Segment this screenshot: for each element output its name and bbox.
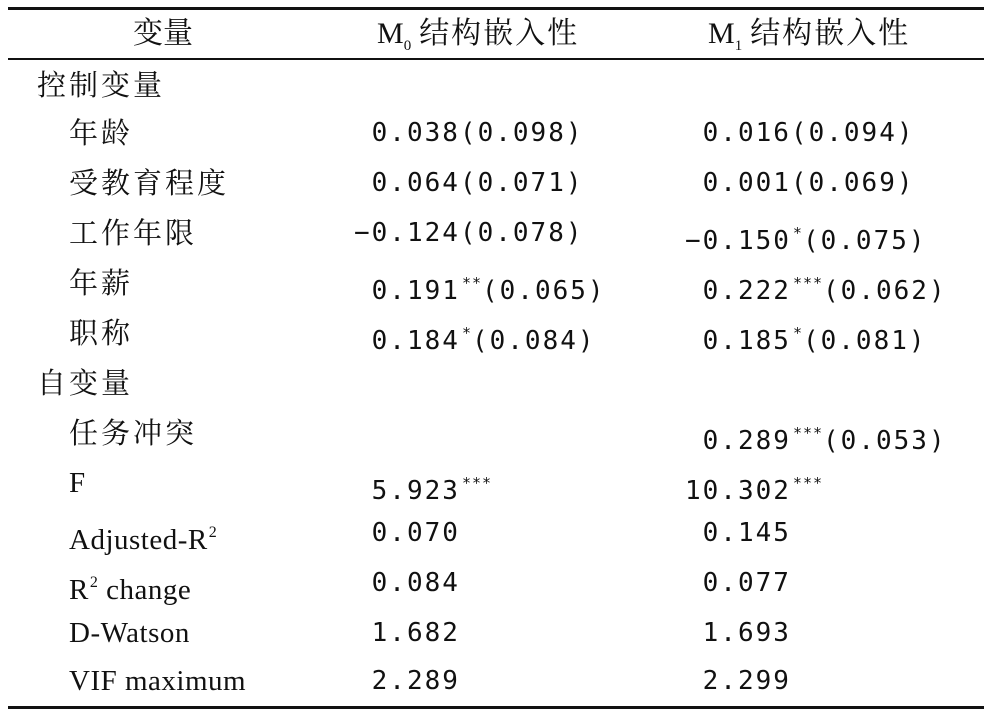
m0-value: 2.289 (371, 666, 460, 696)
table-row (0, 608, 992, 658)
row-label: 任务冲突 (69, 416, 198, 450)
m1-value: −0.150 (685, 226, 791, 256)
m0-value: 1.682 (371, 618, 460, 648)
m0-value: −0.124 (354, 218, 460, 248)
m1-cell (685, 508, 791, 558)
table-row (0, 656, 992, 706)
row-label-superscript: 2 (89, 574, 99, 591)
m0-value: 0.084 (371, 568, 460, 598)
header-m0-subscript: 0 (403, 38, 412, 54)
m1-value: 10.302 (685, 476, 791, 506)
row-label: 工作年限 (69, 216, 198, 250)
row-label: 职称 (69, 316, 134, 350)
m0-value: 0.191 (371, 276, 460, 306)
m1-cell (685, 108, 915, 158)
m1-value: 0.185 (702, 326, 791, 356)
m1-significance: *** (792, 474, 824, 492)
table-row (0, 408, 992, 458)
table-bottom-rule (8, 706, 984, 709)
row-label-suffix: change (98, 574, 192, 606)
row-label: 年龄 (69, 116, 134, 150)
m1-value: 1.693 (702, 618, 791, 648)
m0-significance: * (461, 324, 472, 342)
m1-value: 0.289 (702, 426, 791, 456)
m1-value: 0.145 (702, 518, 791, 548)
m0-value: 5.923 (371, 476, 460, 506)
section-label: 自变量 (37, 366, 134, 400)
m1-cell (685, 308, 927, 358)
header-m1-subscript: 1 (734, 38, 743, 54)
header-m1-text: 结构嵌入性 (750, 16, 911, 51)
header-variable: 变量 (133, 16, 193, 51)
header-m1-letter: M (708, 17, 735, 50)
header-m0-text: 结构嵌入性 (419, 16, 580, 51)
m0-cell (354, 656, 460, 706)
row-label: 年薪 (69, 266, 134, 300)
m1-cell (685, 208, 927, 258)
row-label: 受教育程度 (69, 166, 230, 200)
row-label: F (69, 467, 86, 499)
m1-significance: * (792, 324, 803, 342)
m1-cell (685, 158, 915, 208)
m0-cell (354, 458, 492, 508)
m0-value: 0.070 (371, 518, 460, 548)
table-row (0, 508, 992, 558)
m0-se: (0.084) (471, 326, 596, 356)
row-label (69, 558, 191, 608)
m1-cell (685, 558, 791, 608)
m1-se: (0.053) (823, 426, 947, 456)
table-row (0, 358, 992, 408)
m0-cell (354, 558, 460, 608)
m1-cell (685, 656, 791, 706)
m0-cell (354, 108, 584, 158)
m0-significance: ** (461, 274, 482, 292)
m1-significance: *** (792, 424, 824, 442)
table-row (0, 60, 992, 110)
m0-significance: *** (461, 474, 493, 492)
table-row (0, 308, 992, 358)
m0-cell (354, 208, 584, 258)
table-row (0, 458, 992, 508)
row-label-superscript: 2 (208, 524, 218, 541)
m1-cell (685, 458, 823, 508)
section-label: 控制变量 (37, 68, 166, 102)
m1-value: 0.077 (702, 568, 791, 598)
row-label: VIF maximum (69, 665, 247, 697)
m1-significance: * (792, 224, 803, 242)
m0-value: 0.038(0.098) (371, 118, 584, 148)
m1-value: 0.001(0.069) (702, 168, 915, 198)
m0-se: (0.078) (459, 218, 584, 248)
table-row (0, 258, 992, 308)
m1-se: (0.075) (802, 226, 927, 256)
m1-cell (685, 258, 947, 308)
m0-cell (354, 308, 596, 358)
m0-value: 0.184 (371, 326, 460, 356)
m1-value: 2.299 (702, 666, 791, 696)
table-row (0, 158, 992, 208)
row-label-text: Adjusted-R (69, 524, 208, 556)
header-m1 (708, 10, 910, 58)
m0-se: (0.065) (482, 276, 606, 306)
m1-se: (0.062) (823, 276, 947, 306)
header-m0 (377, 10, 579, 58)
row-label: D-Watson (69, 617, 190, 649)
header-m0-letter: M (377, 17, 404, 50)
m0-cell (354, 608, 460, 658)
row-label-prefix: R (69, 574, 89, 606)
m1-cell (685, 608, 791, 658)
row-label (69, 508, 217, 558)
m1-value: 0.222 (702, 276, 791, 306)
m1-cell (685, 408, 947, 458)
m0-cell (354, 158, 584, 208)
m1-value: 0.016(0.094) (702, 118, 915, 148)
table-row (0, 558, 992, 608)
m1-se: (0.081) (802, 326, 927, 356)
table-row (0, 108, 992, 158)
table-row (0, 208, 992, 258)
m0-value: 0.064(0.071) (371, 168, 584, 198)
m0-cell (354, 258, 606, 308)
m0-cell (354, 508, 460, 558)
m1-significance: *** (792, 274, 824, 292)
